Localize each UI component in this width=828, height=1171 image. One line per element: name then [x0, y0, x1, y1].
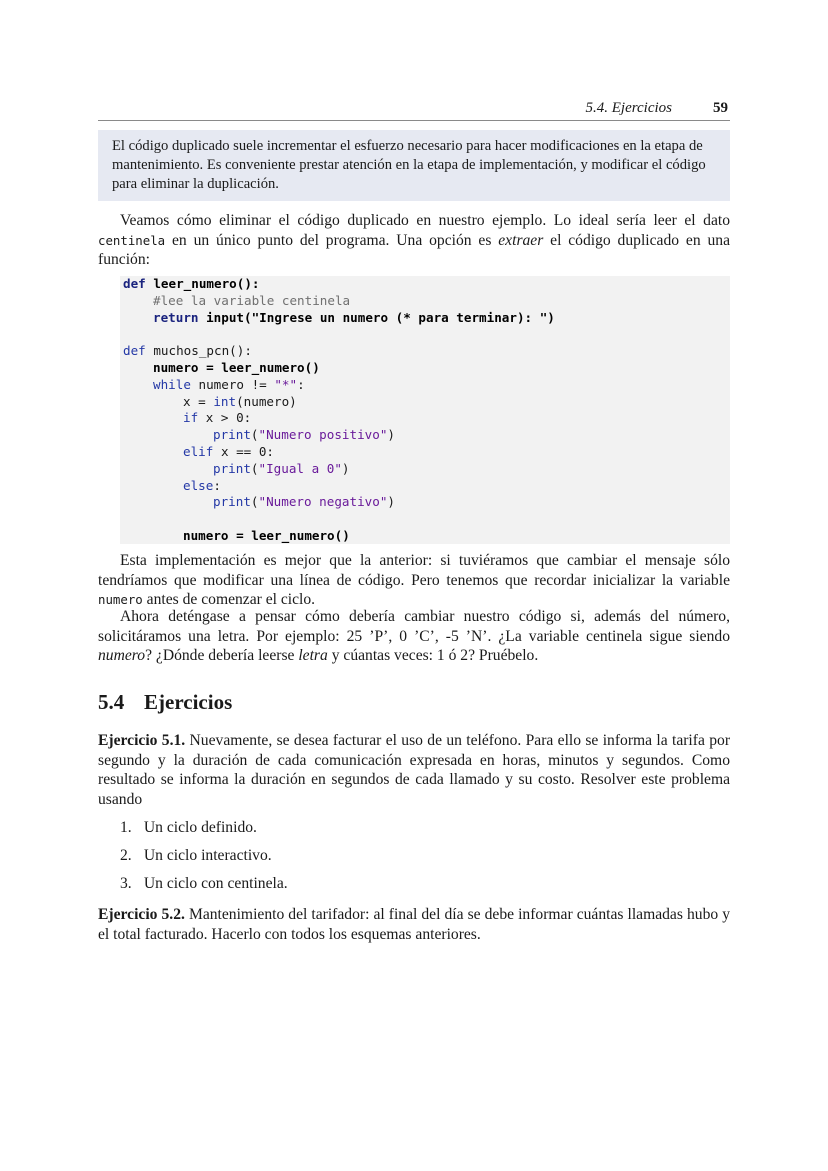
code-listing [120, 276, 730, 544]
section-heading [98, 690, 232, 715]
emphasis-letra: letra [298, 647, 328, 664]
exercise-5-1 [98, 731, 730, 809]
code-line: print("Igual a 0") [213, 460, 350, 476]
code-line: def muchos_pcn(): [123, 343, 252, 359]
inline-code-centinela: centinela [98, 232, 166, 248]
section-title: Ejercicios [144, 690, 233, 714]
emphasis-numero: numero [98, 647, 146, 664]
section-number: 5.4 [98, 690, 125, 714]
code-line: numero = leer_numero() [183, 527, 350, 543]
code-line: print("Numero positivo") [213, 427, 396, 443]
code-line: def leer_numero(): [123, 276, 260, 291]
page-number: 59 [713, 100, 728, 116]
code-line: while numero != "*": [153, 376, 305, 392]
after-paragraph: Esta implementación es mejor que la anterior: si tuviéramos que cambiar el mensaje sólo tendríamos que modificar una línea de código. Pero tenemos que recordar inicializar la variable numero antes de comenzar el ciclo. [98, 552, 730, 608]
list-item: 2. Un ciclo interactivo. [120, 847, 272, 864]
note-box [98, 130, 730, 201]
code-line: elif x == 0: [183, 443, 275, 459]
list-item: 3. Un ciclo con centinela. [120, 875, 288, 892]
header-section-title: 5.4. Ejercicios [585, 100, 672, 116]
exercise-text: Mantenimiento del tarifador: al final del día se debe informar cuántas llamadas hubo y el total facturado. Hacerlo con todos los esquemas anteriores. [98, 906, 731, 943]
intro-text-1: Veamos cómo eliminar el código duplicado en nuestro ejemplo. Lo ideal sería leer el dato [120, 212, 730, 229]
exercise-label: Ejercicio 5.1. [98, 732, 186, 749]
intro-text-2: en un único punto del programa. Una opción es [172, 231, 492, 249]
code-line: else: [183, 477, 221, 493]
exercise-text: Nuevamente, se desea facturar el uso de un teléfono. Para ello se informa la tarifa por segundo y la duración de cada comunicación expresada en horas, minutos y segundos. Como resultado se informa la duración en segundos de cada llamado y su costo. Resolver este problema usando [98, 732, 731, 808]
code-line: if x > 0: [183, 410, 252, 426]
code-line: numero = leer_numero() [153, 359, 320, 375]
code-line: #lee la variable centinela [153, 292, 351, 308]
code-line-blank [123, 511, 730, 528]
intro-emphasis: extraer [498, 231, 544, 249]
intro-paragraph [98, 211, 730, 270]
exercise-label: Ejercicio 5.2. [98, 906, 185, 923]
code-line-blank [123, 326, 730, 343]
note-text: El código duplicado suele incrementar el esfuerzo necesario para hacer modificaciones en la etapa de mantenimiento. Es conveniente prestar atención en la etapa de implementación, y modificar el código para eliminar la duplicación. [112, 138, 706, 192]
code-line: return input("Ingrese un numero (* para terminar): ") [153, 309, 555, 325]
list-item: 1. Un ciclo definido. [120, 819, 257, 836]
code-line: x = int(numero) [183, 393, 297, 409]
inline-code-numero: numero [98, 592, 143, 607]
code-line: print("Numero negativo") [213, 494, 396, 510]
exercise-5-2 [98, 905, 730, 944]
running-header [98, 100, 730, 121]
intro-text-3: el código duplicado en una función: [98, 231, 730, 268]
question-paragraph: Ahora deténgase a pensar cómo debería cambiar nuestro código si, además del número, solicitáramos una letra. Por ejemplo: 25 ’P’, 0 ’C’, -5 ’N’. ¿La variable centinela sigue siendo numero? ¿Dónde debería leerse letra y cúantas veces: 1 ó 2? Pruébelo. [98, 608, 730, 664]
